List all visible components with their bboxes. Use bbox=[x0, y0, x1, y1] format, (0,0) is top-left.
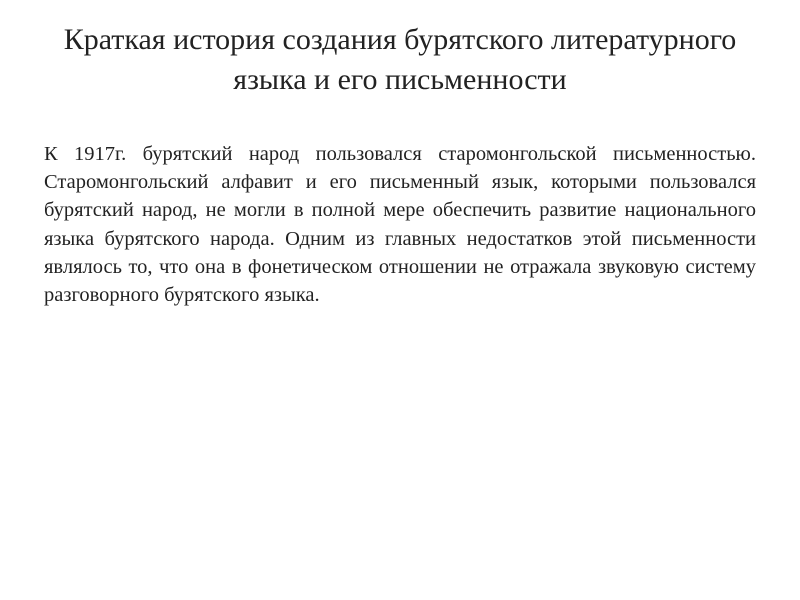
slide-body-text: К 1917г. бурятский народ пользовался старомонгольской письменностью. Старомонгольский алфавит и его письменный язык, которыми пользовался бурятский народ, не могли в полной мере обеспечить развитие национального языка бурятского народа. Одним из главных недостатков этой письменности являлось то, что она в фонетическом отношении не отражала звуковую систему разговорного бурятского языка. bbox=[44, 143, 756, 307]
slide-title: Краткая история создания бурятского литературного языка и его письменности bbox=[63, 23, 737, 96]
